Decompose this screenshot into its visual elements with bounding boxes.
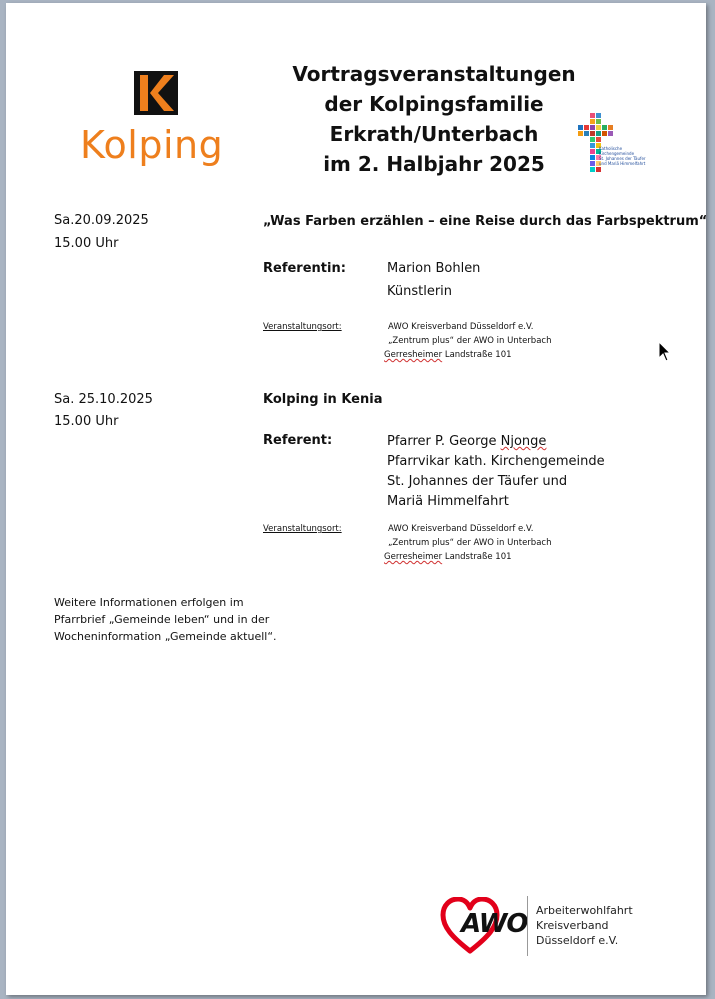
footer-note: [54, 594, 277, 645]
event-2-venue-line-1: AWO Kreisverband Düsseldorf e.V.: [388, 524, 534, 534]
event-2-speaker-role-2: St. Johannes der Täufer und: [387, 474, 568, 489]
event-2-time: 15.00 Uhr: [54, 414, 119, 429]
event-2-venue-line-2: „Zentrum plus“ der AWO in Unterbach: [388, 538, 552, 548]
footer-note-line-2: Pfarrbrief „Gemeinde leben“ und in der: [54, 613, 270, 626]
title-line-3: Erkrath/Unterbach: [329, 122, 539, 146]
awo-divider: [527, 896, 528, 956]
footer-note-line-3: Wocheninformation „Gemeinde aktuell“.: [54, 630, 277, 643]
event-1-venue-line-2: „Zentrum plus“ der AWO in Unterbach: [388, 336, 552, 346]
event-2-speaker-role-1: Pfarrvikar kath. Kirchengemeinde: [387, 454, 605, 469]
event-1-speaker-role: Künstlerin: [387, 284, 453, 299]
event-1-venue-line-1: AWO Kreisverband Düsseldorf e.V.: [388, 322, 534, 332]
parish-logo-text: Katholische Kirchengemeinde St. Johannes der Täufer und Mariä Himmelfahrt: [599, 146, 646, 166]
title-line-2: der Kolpingsfamilie: [324, 92, 544, 116]
title-line-1: Vortragsveranstaltungen: [292, 62, 576, 86]
event-1-time: 15.00 Uhr: [54, 236, 119, 251]
footer-note-line-1: Weitere Informationen erfolgen im: [54, 596, 244, 609]
event-2-venue-label: Veranstaltungsort:: [263, 524, 342, 534]
event-1-speaker-label: Referentin:: [263, 261, 346, 276]
event-1-date: Sa.20.09.2025: [54, 213, 149, 228]
event-2-date: Sa. 25.10.2025: [54, 392, 153, 407]
awo-logo-text: AWO: [461, 909, 528, 939]
awo-organization-name: Arbeiterwohlfahrt Kreisverband Düsseldorf e.V.: [536, 904, 633, 947]
event-1-title: „Was Farben erzählen – eine Reise durch das Farbspektrum“: [263, 214, 708, 229]
mouse-pointer-icon: [658, 341, 672, 363]
event-2-speaker-label: Referent:: [263, 433, 333, 448]
event-1-venue-street: Gerresheimer Landstraße 101: [384, 350, 512, 360]
document-page: [6, 3, 706, 995]
event-2-speaker-role-3: Mariä Himmelfahrt: [387, 494, 509, 509]
event-1-venue-label: Veranstaltungsort:: [263, 322, 342, 332]
event-2-speaker-name: Pfarrer P. George Njonge: [387, 434, 547, 449]
event-1-speaker-name: Marion Bohlen: [387, 261, 481, 276]
event-2-title: Kolping in Kenia: [263, 392, 383, 407]
document-title: [274, 59, 594, 179]
kolping-logo-text: Kolping: [80, 123, 224, 167]
event-2-venue-street: Gerresheimer Landstraße 101: [384, 552, 512, 562]
title-line-4: im 2. Halbjahr 2025: [323, 152, 545, 176]
kolping-logo-icon: [134, 71, 178, 115]
